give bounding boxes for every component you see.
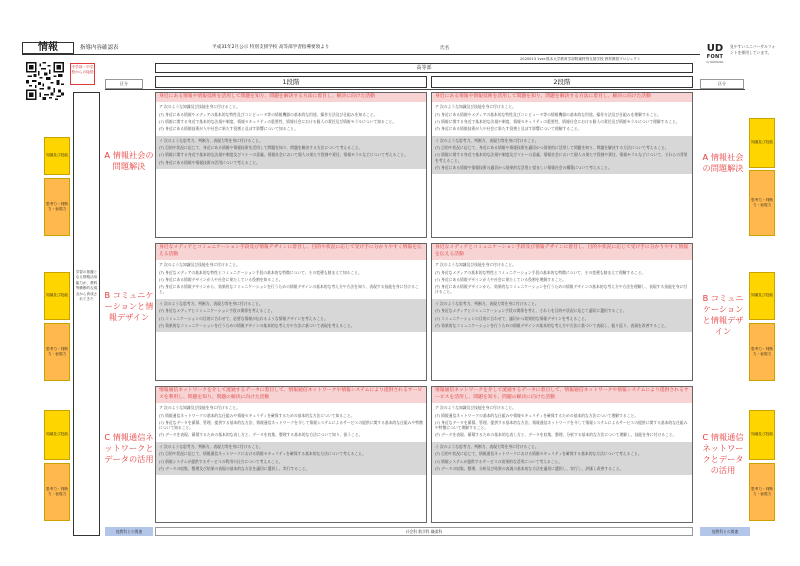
related-subjects-label-right: 他教科との関連 (700, 527, 750, 536)
thinking-item: (ｳ) 身近にある情報や情報技術の活用について考えること。 (159, 159, 260, 165)
ud-font-logo (703, 44, 727, 70)
tag-knowledge-c-right: 知識及び技能 (749, 410, 775, 460)
knowledge-item: (ｱ) 身近なメディアの基本的な特性とコミュニケーション手段の基本的な特徴について、その変遷も踏まえて知ること。 (159, 269, 362, 275)
thinking-item: (ｲ) 情報に関する身近で基本的な法規や制度及びマナーの意義、情報社会において個人の果たす役割や責任、情報モラルなどについて考えること。 (159, 152, 408, 158)
thinking-heading: イ 次のような思考力、判断力、表現力等を身に付けること。 (159, 300, 263, 306)
knowledge-heading: ア 次のような知識及び技能を身に付けること。 (159, 404, 240, 410)
tag-knowledge-c-left: 知識及び技能 (44, 410, 70, 460)
tag-knowledge-a-left: 知識及び技能 (44, 137, 70, 175)
logo-ud-text: UD (706, 43, 724, 54)
stage2-header: 2段階 (431, 76, 693, 88)
knowledge-item: (ｲ) 身近なデータを蓄積、管理、提供する基本的な方法、情報通信ネットワークを介して情報システムによるサービスの提供に関する基本的な仕組みや特徴について知ること。 (159, 419, 423, 430)
knowledge-item: (ｳ) データを表現、蓄積するための基本的な表し方と、データを収集、整理、分析する基本的な方法について理解し、技能を身に付けること。 (435, 432, 677, 438)
thinking-item: (ｳ) データの収集、整理及び結果の表現の基本的な方法を適切に選択し、実行すること。 (159, 465, 310, 471)
knowledge-heading: ア 次のような知識及び技能を身に付けること。 (435, 404, 516, 410)
goal-text: 情報通信ネットワークを介して流通するデータに着目して、情報通信ネットワークや情報システムにより提供されるサービスを活用し、問題を知り、問題の解決に向けた活動 (432, 387, 692, 403)
logo-note: 見やすいユニバーサルフォントを採用しています。 (730, 44, 776, 55)
junior-high-connection-box: 中学部・中学校からの接続 (70, 63, 95, 85)
knowledge-item: (ｲ) 身近にある情報デザインが人や社会に果たしている役割を理解すること。 (435, 276, 567, 282)
logo-font-text: FONT (706, 54, 724, 60)
category-header-right: 区分 (700, 79, 744, 89)
tag-thinking-c-left: 思考力・判断力・表現力 (44, 463, 70, 521)
panel-a-stage2 (431, 92, 693, 238)
goal-text: 情報通信ネットワークを介して流通するデータに着目して、情報通信ネットワークや情報システムにより提供されるサービスを利用し、問題を知り、問題の解決に向けた活動 (156, 387, 426, 403)
thinking-item: (ｳ) データの収集、整理、分析及び結果の表現の基本的な方法を適切に選択し、実行し、評価し改善すること。 (435, 465, 624, 471)
knowledge-item: (ｳ) 身近にある情報技術が人や社会に果たす役割と及ぼす影響について理解すること。 (435, 126, 582, 132)
knowledge-item: (ｲ) 身近なデータを蓄積、管理、提供する基本的な方法、情報通信ネットワークを介して情報システムによるサービスの提供に関する基本的な仕組みや特徴について理解すること。 (435, 419, 688, 430)
knowledge-item: (ｱ) 身近にある情報やメディアの基本的な特性及びコンピュータ等の情報機器の基本的な用途、操作方法及び仕組みを知ること。 (159, 111, 378, 117)
credit-text: 2020013 1ver.熊本大学教育学部附属特別支援学校 教材開発プロジェクト (520, 57, 641, 61)
panel-b-stage2 (431, 243, 693, 381)
knowledge-heading: ア 次のような知識及び技能を身に付けること。 (159, 261, 240, 267)
thinking-section (432, 299, 692, 333)
knowledge-item: (ｲ) 身近にある情報デザインが人や社会に果たしている役割を知ること。 (159, 276, 283, 282)
tag-thinking-a-right: 思考力・判断力・表現力 (749, 170, 775, 236)
tag-thinking-a-left: 思考力・判断力・表現力 (44, 178, 70, 236)
knowledge-item: (ｱ) 情報通信ネットワークの基本的な仕組みや情報セキュリティを確保するための基本的な方法について理解すること。 (435, 412, 639, 418)
thinking-heading: イ 次のような思考力、判断力、表現力等を身に付けること。 (435, 300, 539, 306)
knowledge-item: (ｳ) 身近にある情報デザインから、効果的なコミュニケーションを行うための情報デザインの基本的な考え方や方法を理解し、表現する技能を身に付けること。 (435, 284, 688, 295)
thinking-section (156, 442, 426, 476)
knowledge-item: (ｳ) 身近にある情報技術が人や社会に果たす役割と及ぼす影響について知ること。 (159, 126, 298, 132)
table-head-divider (105, 89, 745, 90)
tag-thinking-b-left: 思考力・判断力・表現力 (44, 323, 70, 381)
thinking-item: (ｲ) 情報システムが提供するサービスの効果的な活用について考えること。 (435, 458, 563, 464)
knowledge-item: (ｲ) 情報に関する身近で基本的な法規や制度、情報セキュリティの重要性、情報社会における個人の責任及び情報モラルについて知ること。 (159, 118, 397, 124)
document-source: 平成31年2月公示 特別支援学校 高等部学習指導要領より (212, 45, 330, 50)
thinking-item: (ｱ) 身近なメディアとコミュニケーション手段の関係を考えること。 (159, 308, 275, 314)
area-c-label-left: C 情報通信ネットワークとデータの活用 (104, 432, 154, 465)
thinking-heading: イ 次のような思考力、判断力、表現力等を身に付けること。 (435, 137, 539, 143)
thinking-item: (ｱ) 目的や状況に応じて、情報通信ネットワークにおける情報セキュリティを確保する基本的な方法について考えること。 (435, 451, 642, 457)
related-subjects-label-left: 他教科との関連 (105, 527, 153, 536)
thinking-item: (ｲ) コミュニケーションの目的に合わせて、必要な情報が伝わるような情報デザインを考えること。 (159, 315, 328, 321)
related-subjects-list: 社会科 数学科 職業科 (155, 527, 693, 536)
knowledge-heading: ア 次のような知識及び技能を身に付けること。 (159, 103, 240, 109)
goal-text: 身近なメディアとコミュニケーション手段及び情報デザインに着目し、目的や状況に応じて受け手に分かりやすく情報を伝える活動 (156, 244, 426, 260)
tag-knowledge-b-left: 知識及び技能 (44, 272, 70, 320)
area-c-label-right: C 情報通信ネットワークとデータの活用 (702, 432, 744, 476)
thinking-item: (ｱ) 目的や状況に応じて、身近にある情報や情報技術を活用して問題を知り、問題を解決する方法について考えること。 (159, 145, 363, 151)
tag-knowledge-b-right: 知識及び技能 (749, 272, 775, 320)
thinking-section (156, 136, 426, 170)
category-header-left: 区分 (105, 79, 143, 89)
area-b-label-left: B コミュニケーションと情報デザイン (104, 290, 154, 323)
knowledge-item: (ｱ) 身近にある情報やメディアの基本的な特性及びコンピュータ等の情報機器の基本的な用途、操作方法及び仕組みを理解すること。 (435, 111, 661, 117)
foundation-column (73, 92, 100, 536)
panel-a-stage1 (155, 92, 427, 238)
thinking-section (432, 136, 692, 175)
knowledge-item: (ｱ) 身近なメディアの基本的な特性とコミュニケーション手段の基本的な特徴について、その変遷も踏まえて理解すること。 (435, 269, 646, 275)
high-school-division-header: 高等部 (155, 63, 693, 73)
knowledge-section (156, 102, 426, 136)
area-b-label-right: B コミュニケーションと情報デザイン (702, 293, 744, 337)
knowledge-section (432, 260, 692, 299)
knowledge-item: (ｱ) 情報通信ネットワークの基本的な仕組みや情報セキュリティを確保するための基本的な方法について知ること。 (159, 412, 355, 418)
thinking-item: (ｲ) 情報に関する身近で基本的な法規や制度及びマナーの意義、情報社会において個人の果たす役割や責任、情報モラルなどについて、それらの背景を考えること。 (435, 152, 688, 163)
thinking-item: (ｱ) 身近なメディアとコミュニケーション手段の関係を考え、それらを目的や状況に応じて適切に選択すること。 (435, 308, 627, 314)
area-a-label-right: A 情報社会の問題解決 (702, 152, 744, 174)
thinking-item: (ｲ) コミュニケーションの目的に合わせて、適切かつ効果的な情報デザインを考えること。 (435, 315, 589, 321)
thinking-item: (ｳ) 効果的なコミュニケーションを行うための情報デザインの基本的な考え方や方法に基づいて表現を考えること。 (159, 322, 355, 328)
document-title: 指導内容確認表 (80, 45, 119, 51)
thinking-item: (ｱ) 目的や状況に応じて、情報通信ネットワークにおける情報セキュリティを確保する基本的な方法について考えること。 (159, 451, 366, 457)
area-a-label-left: A 情報社会の問題解決 (104, 150, 154, 172)
knowledge-section (432, 102, 692, 136)
thinking-item: (ｳ) 効果的なコミュニケーションを行うための情報デザインの基本的な考え方や方法に基づいて表現し、振り返り、表現を改善すること。 (435, 322, 669, 328)
knowledge-section (156, 403, 426, 442)
thinking-heading: イ 次のような思考力、判断力、表現力等を身に付けること。 (159, 443, 263, 449)
tag-knowledge-a-right: 知識及び技能 (749, 118, 775, 168)
knowledge-item: (ｳ) データを表現、蓄積するための基本的な表し方と、データを収集、整理する基本的な方法について知り、扱うこと。 (159, 432, 363, 438)
panel-c-stage1 (155, 386, 427, 523)
tag-thinking-c-right: 思考力・判断力・表現力 (749, 463, 775, 521)
tag-thinking-b-right: 思考力・判断力・表現力 (749, 323, 775, 381)
name-label: 氏名 (440, 46, 450, 51)
thinking-section (432, 442, 692, 476)
knowledge-section (432, 403, 692, 442)
knowledge-heading: ア 次のような知識及び技能を身に付けること。 (435, 103, 516, 109)
knowledge-item: (ｳ) 身近にある情報デザインから、効果的なコミュニケーションを行うための情報デザインの基本的な考え方や方法を知り、表現する技能を身に付けること。 (159, 284, 419, 295)
thinking-section (156, 299, 426, 333)
knowledge-heading: ア 次のような知識及び技能を身に付けること。 (435, 261, 516, 267)
logo-by-text: by MORISAWA (706, 60, 724, 64)
goal-text: 身近にある情報や情報技術を活用して問題を知り、問題を解決する方法に着目し、解決に向けた活動 (432, 93, 692, 102)
thinking-item: (ｱ) 目的や状況に応じて、身近にある情報や情報技術を適切かつ効果的に活用して問題を知り、問題を解決する方法について考えること。 (435, 145, 669, 151)
thinking-heading: イ 次のような思考力、判断力、表現力等を身に付けること。 (435, 443, 539, 449)
goal-text: 身近なメディアとコミュニケーション手段及び情報デザインに着目し、目的や状況に応じて受け手に分かりやすく情報を伝える活動 (432, 244, 692, 260)
panel-b-stage1 (155, 243, 427, 381)
knowledge-section (156, 260, 426, 299)
header-divider (22, 54, 502, 55)
foundation-text: 学習の基盤となる情報活用能力が、教科等横断的な視点から育成されてきた (75, 270, 98, 301)
thinking-item: (ｳ) 身近にある情報や情報技術の適切かつ効果的な活用と望ましい情報社会の構築について考えること。 (435, 164, 612, 170)
stage1-header: 1段階 (155, 76, 427, 88)
name-field-line (460, 54, 700, 55)
qr-code-icon[interactable] (26, 62, 64, 100)
goal-text: 身近にある情報や情報技術を活用して問題を知り、問題を解決する方法に着目し、解決に向けた活動 (156, 93, 426, 102)
knowledge-item: (ｲ) 情報に関する身近で基本的な法規や制度、情報セキュリティの重要性、情報社会における個人の責任及び情報モラルについて理解すること。 (435, 118, 680, 124)
thinking-heading: イ 次のような思考力、判断力、表現力等を身に付けること。 (159, 137, 263, 143)
panel-c-stage2 (431, 386, 693, 523)
subject-title: 情報 (22, 42, 74, 54)
thinking-item: (ｲ) 情報システムが提供するサービスの利用の仕方について考えること。 (159, 458, 283, 464)
